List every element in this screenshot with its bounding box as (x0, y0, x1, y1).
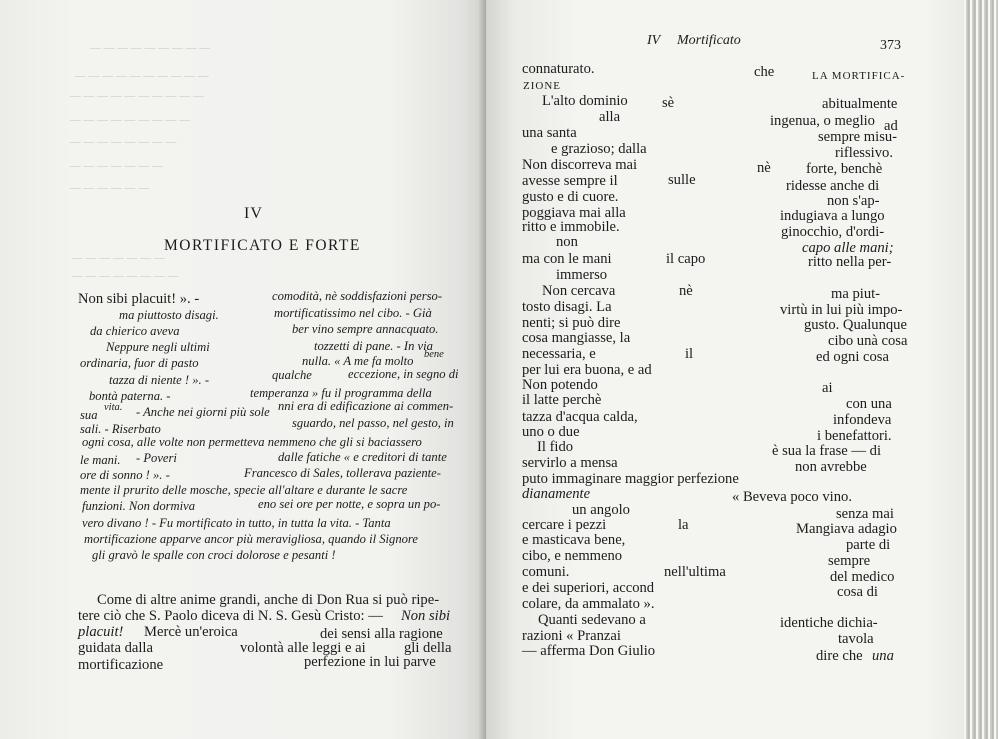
text-line: ogni cosa, alle volte non permetteva nemmeno che gli si baciassero (82, 435, 422, 449)
text-line: sua (80, 408, 98, 422)
text-line: ai (822, 380, 833, 396)
text-line: Non potendo (522, 377, 598, 393)
text-line: cosa di (837, 584, 878, 600)
text-line: L'alto dominio (542, 93, 628, 109)
text-line: non avrebbe (795, 459, 867, 475)
text-line: del medico (830, 569, 895, 585)
text-line: Non sibi (401, 608, 451, 624)
text-line: ginocchio, d'ordi- (781, 224, 885, 240)
text-line: necessaria, e (522, 346, 596, 362)
text-line: guidata dalla (78, 640, 153, 656)
text-line: immerso (556, 267, 608, 283)
text-line: volontà alle leggi e ai (240, 640, 366, 656)
page-edges (964, 0, 998, 739)
text-line: bontà paterna. - (89, 389, 171, 403)
text-line: ordinaria, fuor di pasto (80, 356, 199, 370)
text-line: — afferma Don Giulio (522, 643, 656, 659)
left-page (0, 0, 486, 739)
text-line: comuni. (522, 564, 570, 580)
text-line: ingenua, o meglio (770, 113, 875, 129)
text-line: Come di altre anime grandi, anche di Don Rua si può ripe- (97, 592, 440, 608)
text-line: nè (757, 160, 771, 176)
text-line: sempre misu- (818, 129, 898, 145)
text-line: Non discorreva mai (522, 157, 638, 173)
bleed-through-text: — — — — — — — (70, 158, 163, 172)
right-page (486, 0, 964, 739)
text-line: sulle (668, 172, 696, 188)
bleed-through-text: — — — — — — — — — (70, 112, 191, 126)
text-line: poggiava mai alla (522, 205, 626, 221)
text-line: Mangiava adagio (796, 521, 897, 537)
text-line: Neppure negli ultimi (106, 340, 210, 354)
text-line: capo alle mani; (802, 240, 894, 256)
text-line: temperanza » fu il programma della (250, 386, 432, 400)
text-line: ad (884, 118, 898, 134)
text-line: cercare i pezzi (522, 517, 607, 533)
bleed-through-text: — — — — — — (70, 180, 150, 194)
text-line: nell'ultima (664, 564, 726, 580)
text-line: riflessivo. (835, 145, 893, 161)
text-line: dianamente (522, 486, 591, 502)
text-line: colare, da ammalato ». (522, 596, 655, 612)
text-line: bene (424, 349, 444, 360)
text-line: eno sei ore per notte, e sopra un po- (258, 497, 441, 511)
text-line: ritto nella per- (808, 254, 892, 270)
text-line: i benefattori. (817, 428, 892, 444)
text-line: tere ciò che S. Paolo diceva di N. S. Gesù Cristo: — (78, 608, 383, 624)
text-line: il capo (666, 251, 706, 267)
text-line: connaturato. (522, 61, 595, 77)
page-number: 373 (880, 38, 901, 53)
text-line: cibo, e nemmeno (522, 548, 623, 564)
running-head-numeral: IV (647, 33, 661, 48)
text-line: è sua la frase — di (772, 443, 882, 459)
text-line: Non sibi placuit! ». - (78, 291, 200, 307)
text-line: forte, benchè (806, 161, 883, 177)
text-line: Quanti sedevano a (538, 612, 646, 628)
text-line: ed ogni cosa (816, 349, 889, 365)
text-line: perfezione in lui parve (304, 654, 436, 670)
text-line: vita. (104, 402, 123, 413)
text-line: ma piut- (831, 286, 881, 302)
text-line: cibo unà cosa (828, 333, 908, 349)
text-line: e dei superiori, accond (522, 580, 655, 596)
text-line: nenti; si può dire (522, 315, 621, 331)
text-line: Francesco di Sales, tollerava paziente- (244, 466, 441, 480)
text-line: razioni « Pranzai (522, 628, 621, 644)
bleed-through-text: — — — — — — — (72, 250, 165, 264)
text-line: mortificatissimo nel cibo. - Già (274, 306, 432, 320)
text-line: non (556, 234, 578, 250)
text-line: il latte perchè (522, 392, 602, 408)
text-line: nulla. « A me fa molto (302, 354, 414, 368)
text-line: nè (679, 283, 693, 299)
text-line: che (754, 64, 775, 80)
text-line: comodità, nè soddisfazioni perso- (272, 289, 443, 303)
text-line: non s'ap- (827, 193, 880, 209)
text-line: « Beveva poco vino. (732, 489, 852, 505)
text-line: e masticava bene, (522, 532, 626, 548)
text-line: una (872, 648, 894, 664)
text-line: placuit! (78, 624, 124, 640)
bleed-through-text: — — — — — — — — — — (75, 68, 209, 82)
text-line: dalle fatiche « e creditori di tante (278, 450, 447, 464)
text-line: virtù in lui più impo- (780, 302, 903, 318)
text-line: dire che (816, 648, 863, 664)
text-line: tazza di niente ! ». - (109, 373, 210, 387)
text-line: - Anche nei giorni più sole (136, 405, 270, 419)
text-line: da chierico aveva (90, 324, 180, 338)
text-line: per lui era buona, e ad (522, 362, 652, 378)
text-line: parte di (846, 537, 891, 553)
text-line: ma con le mani (522, 251, 612, 267)
text-line: senza mai (836, 506, 894, 522)
text-line: identiche dichia- (780, 615, 878, 631)
text-line: e grazioso; dalla (551, 141, 647, 157)
text-line: con una (846, 396, 892, 412)
text-line: sguardo, nel passo, nel gesto, in (292, 416, 454, 430)
text-line: tavola (838, 631, 874, 647)
text-line: un angolo (572, 502, 630, 518)
text-line: ZIONE (523, 80, 561, 92)
text-line: il (685, 346, 694, 362)
text-line: sali. - Riserbato (80, 422, 161, 436)
text-line: eccezione, in segno di (348, 367, 459, 381)
text-line: abitualmente (822, 96, 898, 112)
text-line: qualche (272, 368, 312, 382)
text-line: mortificazione (78, 657, 164, 673)
text-line: servirlo a mensa (522, 455, 618, 471)
text-line: tosto disagi. La (522, 299, 612, 315)
text-line: LA MORTIFICA- (812, 70, 906, 82)
text-line: tazza d'acqua calda, (522, 409, 638, 425)
text-line: cosa mangiasse, la (522, 330, 631, 346)
text-line: ritto e immobile. (522, 219, 620, 235)
text-line: ma piuttosto disagi. (119, 308, 219, 322)
text-line: uno o due (522, 424, 580, 440)
text-line: ore di sonno ! ». - (80, 468, 170, 482)
bleed-through-text: — — — — — — — — — (90, 40, 211, 54)
text-line: gli gravò le spalle con croci dolorose e pesanti ! (92, 548, 336, 562)
text-line: ridesse anche di (786, 178, 880, 194)
text-line: gusto e di cuore. (522, 189, 619, 205)
text-line: mortificazione apparve ancor più meravigliosa, quando il Signore (84, 532, 418, 546)
text-line: tozzetti di pane. - In via (314, 339, 433, 353)
text-line: una santa (522, 125, 577, 141)
chapter-number: IV (244, 205, 263, 222)
text-line: le mani. (80, 453, 121, 467)
text-line: alla (599, 109, 621, 125)
text-line: funzioni. Non dormiva (82, 499, 195, 513)
text-line: - Poveri (136, 451, 177, 465)
text-line: nni era di edificazione ai commen- (278, 399, 454, 413)
text-line: ber vino sempre annacquato. (292, 322, 439, 336)
text-line: vero divano ! - Fu mortificato in tutto, in tutta la vita. - Tanta (82, 516, 391, 530)
text-line: infondeva (833, 412, 892, 428)
text-line: Non cercava (542, 283, 616, 299)
running-head-title: Mortificato (677, 33, 741, 48)
bleed-through-text: — — — — — — — — (72, 268, 179, 282)
text-line: la (678, 517, 689, 533)
text-line: sempre (828, 553, 871, 569)
text-line: puto immaginare maggior perfezione (522, 471, 739, 487)
text-line: sè (662, 95, 675, 111)
text-line: gusto. Qualunque (804, 317, 907, 333)
text-line: Mercè un'eroica (144, 624, 238, 640)
bleed-through-text: — — — — — — — — (70, 134, 177, 148)
chapter-title: MORTIFICATO E FORTE (164, 237, 361, 254)
text-line: gli della (404, 640, 452, 656)
text-line: avesse sempre il (522, 173, 618, 189)
text-line: indugiava a lungo (780, 208, 885, 224)
bleed-through-text: — — — — — — — — — — (70, 88, 204, 102)
text-line: Il fido (537, 439, 574, 455)
text-line: mente il prurito delle mosche, specie all'altare e durante le sacre (80, 483, 408, 497)
text-line: dei sensi alla ragione (320, 626, 443, 642)
